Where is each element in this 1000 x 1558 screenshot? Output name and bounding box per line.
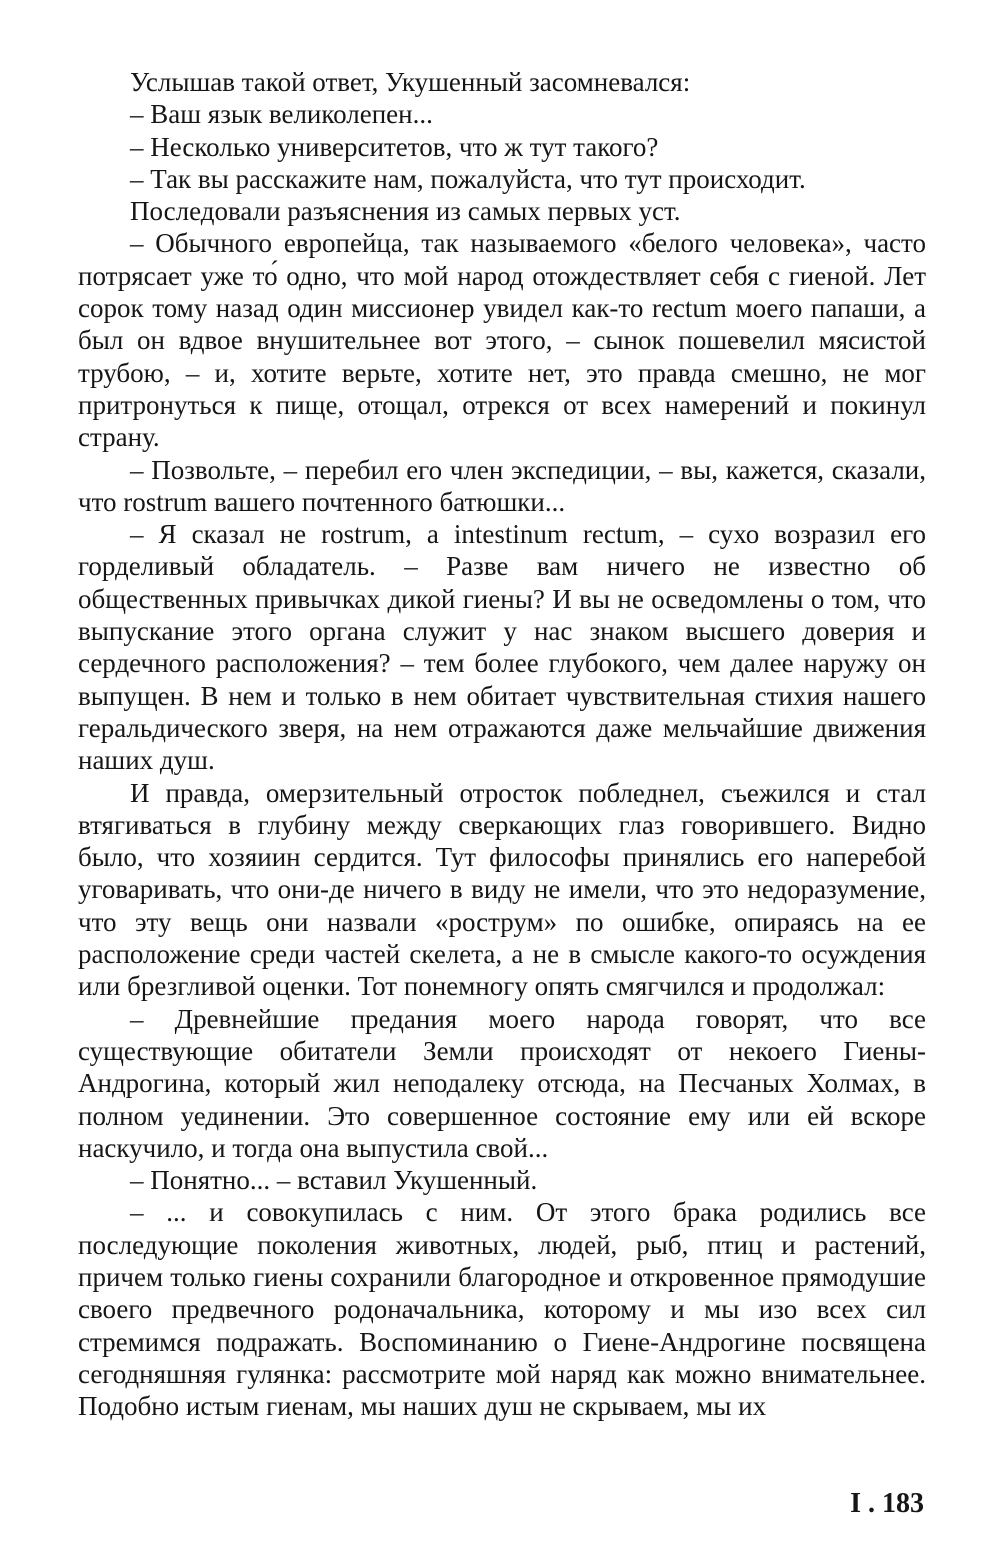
paragraph: Последовали разъяснения из самых первых уст. xyxy=(130,196,681,227)
paragraph: – Несколько университетов, что ж тут такого? xyxy=(130,131,659,162)
paragraph: – Древнейшие предания моего народа говорят, что все существующие обитатели Земли происходят от некоего Гиены-Андрогина, который жил неподалеку отсюда, на Песчаных Холмах, в полном уединении. Это совершенное состояние ему или ей вскоре наскучило, и тогда она выпустила свой... xyxy=(78,1003,926,1163)
paragraph: – Позвольте, – перебил его член экспедиции, – вы, кажется, сказали, что rostrum вашего почтенного батюшки... xyxy=(78,454,926,517)
body-text xyxy=(78,66,926,1422)
paragraph: – Я сказал не rostrum, а intestinum rectum, – сухо возразил его горделивый обладатель. – Разве вам ничего не известно об общественных привычках дикой гиены? И вы не осведомлены о том, что выпускание этого органа служит у нас знаком высшего доверия и сердечного расположения? – тем более глубокого, чем далее наружу он выпущен. В нем и только в нем обитает чувствительная стихия нашего геральдического зверя, на нем отражаются даже мельчайшие движения наших душ. xyxy=(78,519,926,776)
paragraph: И правда, омерзительный отросток побледнел, съежился и стал втягиваться в глубину между сверкающих глаз говорившего. Видно было, что хозяиин сердится. Тут философы принялись его наперебой уговаривать, что они-де ничего в виду не имели, что это недоразумение, что эту вещь они назвали «рострум» по ошибке, опираясь на ее расположение среди частей скелета, а не в смысле какого-то осуждения или брезгливой оценки. Тот понемногу опять смягчился и продолжал: xyxy=(78,777,926,1002)
paragraph: – Ваш язык великолепен... xyxy=(130,99,433,130)
paragraph: – Так вы расскажите нам, пожалуйста, что тут происходит. xyxy=(130,163,806,194)
page-number: I . 183 xyxy=(850,1488,924,1519)
paragraph: – Обычного европейца, так называемого «белого человека», часто потрясает уже то́ одно, что мой народ отождествляет себя с гиеной. Лет сорок тому назад один миссионер увидел как-то rectum моего папаши, а был он вдвое внушительнее вот этого, – сынок пошевелил мясистой трубою, – и, хотите верьте, хотите нет, это правда смешно, не мог притронуться к пище, отощал, отрекся от всех намерений и покинул страну. xyxy=(78,228,926,453)
paragraph: Услышав такой ответ, Укушенный засомневался: xyxy=(130,67,691,97)
paragraph: – Понятно... – вставил Укушенный. xyxy=(130,1165,538,1196)
paragraph: – ... и совокупилась с ним. От этого брака родились все последующие поколения животных, людей, рыб, птиц и растений, причем только гиены сохранили благородное и откровенное прямодушие своего предвечного родоначальника, которому и мы изо всех сил стремимся подражать. Воспоминанию о Гиене-Андрогине посвящена сегодняшняя гулянка: рассмотрите мой наряд как можно внимательнее. Подобно истым гиенам, мы наших душ не скрываем, мы их xyxy=(78,1197,926,1422)
